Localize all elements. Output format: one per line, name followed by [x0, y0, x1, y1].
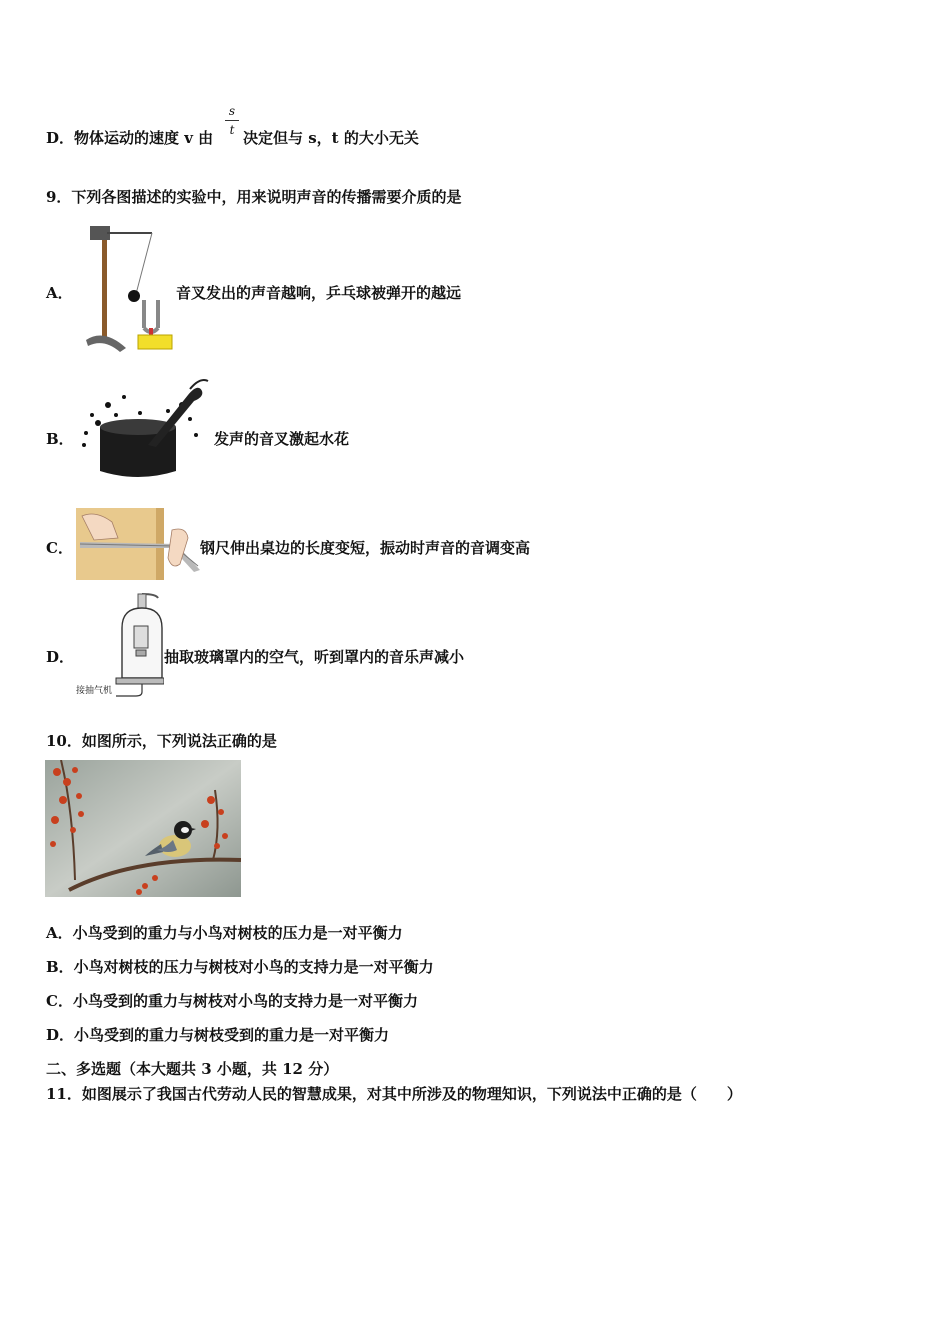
- q9-option-b-letter: B．: [46, 430, 74, 448]
- q8-option-d-prefix: D．物体运动的速度 v 由: [46, 129, 214, 147]
- q10-option-c: C．小鸟受到的重力与树枝对小鸟的支持力是一对平衡力: [46, 992, 418, 1010]
- q9-option-c-text: 钢尺伸出桌边的长度变短，振动时声音的音调变高: [200, 539, 531, 557]
- fraction-numerator: s: [228, 104, 236, 118]
- q9-option-d-letter: D．: [46, 648, 75, 666]
- q11-stem: 11．如图展示了我国古代劳动人民的智慧成果，对其中所涉及的物理知识，下列说法中正确的是（ ）: [46, 1085, 742, 1103]
- q9-stem: 9．下列各图描述的实验中，用来说明声音的传播需要介质的是: [46, 188, 462, 206]
- q9-option-a-text: 音叉发出的声音越响，乒乓球被弹开的越远: [176, 284, 462, 302]
- velocity-fraction: [225, 104, 239, 137]
- q10-stem: 10．如图所示，下列说法正确的是: [46, 732, 277, 750]
- section-2-heading: 二、多选题（本大题共 3 小题，共 12 分）: [46, 1060, 339, 1078]
- q9-option-a-letter: A．: [46, 284, 73, 302]
- q10-option-a: A．小鸟受到的重力与小鸟对树枝的压力是一对平衡力: [46, 924, 403, 942]
- q9-option-b-text: 发声的音叉激起水花: [214, 430, 350, 448]
- q9-option-d-text: 抽取玻璃罩内的空气，听到罩内的音乐声减小: [164, 648, 465, 666]
- tuning-fork-pingpong-figure: [76, 218, 174, 353]
- q9-option-c-letter: C．: [46, 539, 73, 557]
- q8-option-d-suffix: 决定但与 s，t 的大小无关: [243, 129, 419, 147]
- q10-option-b: B．小鸟对树枝的压力与树枝对小鸟的支持力是一对平衡力: [46, 958, 434, 976]
- bell-jar-figure: [112, 592, 164, 698]
- fraction-bar: [225, 120, 239, 121]
- bird-on-branch-photo: [45, 760, 241, 897]
- water-splash-figure: [78, 375, 212, 481]
- pump-label: 接抽气机: [76, 686, 113, 696]
- fraction-denominator: t: [229, 123, 235, 137]
- steel-ruler-desk-figure: [76, 508, 200, 580]
- q10-option-d: D．小鸟受到的重力与树枝受到的重力是一对平衡力: [46, 1026, 390, 1044]
